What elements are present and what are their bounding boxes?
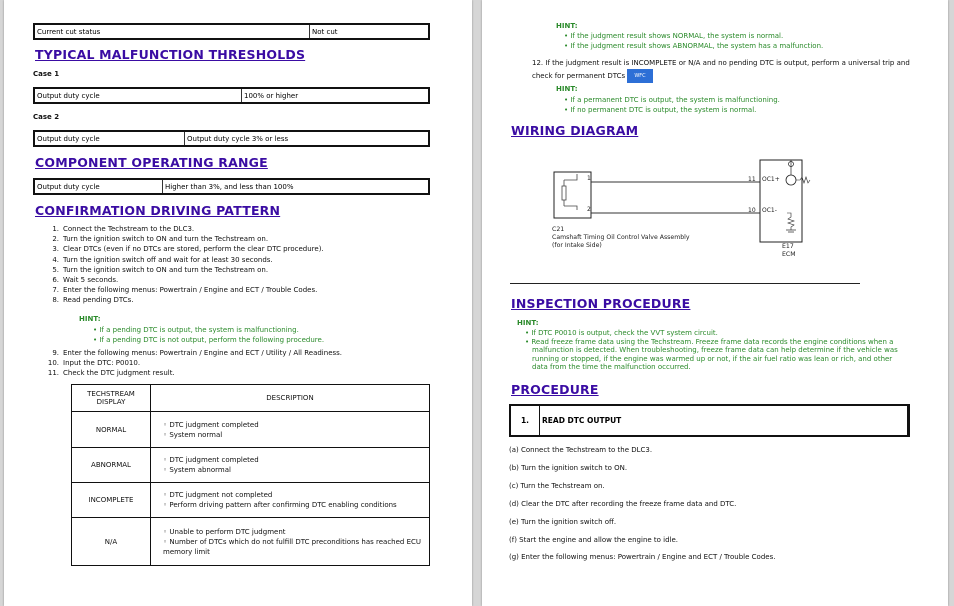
wiring-diagram [542,152,862,264]
wiring-heading: WIRING DIAGRAM [511,123,639,138]
pin1-label: 1 [587,175,591,182]
header-description: DESCRIPTION [151,385,430,412]
case1-title: Case 1 [33,70,60,78]
resistor-icon [796,177,810,183]
hint-item: • If DTC P0010 is output, check the VVT system circuit. [525,329,718,337]
table-row: N/A ◦ Unable to perform DTC judgment ◦ Number of DTCs which do not fulfill DTC preconditions has reached ECU memory limit [72,518,430,566]
inspection-hint [517,319,909,372]
step-item: 3. Clear DTCs (even if no DTCs are stored, perform the clear DTC procedure). [52,245,324,254]
table-row: NORMAL ◦ DTC judgment completed ◦ System normal [72,412,430,448]
step-item: 6. Wait 5 seconds. [52,275,119,284]
component-code: C21 [552,226,565,233]
driving-steps-b [41,348,342,379]
step-item: 11. Check the DTC judgment result. [47,369,175,378]
procedure-step-box [509,404,910,437]
display-cell: NORMAL [72,412,151,448]
inspection-heading: INSPECTION PROCEDURE [511,296,691,311]
hint-title: HINT: [556,22,578,30]
ecm-pin-minus: 10 [748,207,756,214]
hint-title: HINT: [79,315,101,323]
display-cell: ABNORMAL [72,448,151,483]
transistor-icon [786,175,796,185]
step-item: 7. Enter the following menus: Powertrain / Engine and ECT / Trouble Codes. [52,286,318,295]
display-cell: N/A [72,518,151,566]
hint-item: • If the judgment result shows ABNORMAL, the system has a malfunction. [564,41,824,50]
operating-range-heading: COMPONENT OPERATING RANGE [35,155,268,170]
hint-item: • If a pending DTC is output, the system is malfunctioning. [93,326,299,334]
table-row: INCOMPLETE ◦ DTC judgment not completed ◦ Perform driving pattern after confirming DTC enabling conditions [72,483,430,518]
display-cell: INCOMPLETE [72,483,151,518]
component-side: (for Intake Side) [552,242,602,249]
section-divider [510,283,860,284]
list-item: (g) Enter the following menus: Powertrain / Engine and ECT / Trouble Codes. [509,553,776,562]
pin2-label: 2 [587,206,591,213]
step-item: 8. Read pending DTCs. [52,296,134,305]
hint-block-2 [556,22,823,51]
step-item: 1. Connect the Techstream to the DLC3. [52,225,195,233]
list-item: (f) Start the engine and allow the engine to idle. [509,535,679,544]
ecm-code: E17 [782,243,794,250]
list-item: (c) Turn the Techstream on. [509,481,605,490]
procedure-substeps [509,442,775,567]
step-number: 12. [532,59,544,67]
step-item: 9. Enter the following menus: Powertrain / Engine and ECT / Utility / All Readiness. [52,349,343,357]
cut-status-value: Not cut [310,24,430,39]
case1-value: 100% or higher [242,88,430,103]
step-text: If the judgment result is INCOMPLETE or N/A and no pending DTC is output, perform a universal trip and check for permanent DTCs [532,59,910,80]
component-box [554,172,591,218]
case2-title: Case 2 [33,113,60,121]
judgment-table [71,384,430,566]
driving-steps-a [41,224,324,306]
left-page [4,0,472,606]
hint-block-1 [79,315,324,345]
hint-item: • If a permanent DTC is output, the system is malfunctioning. [564,96,780,104]
operating-range-value: Higher than 3%, and less than 100% [163,179,430,194]
ecm-name: ECM [782,251,796,258]
procedure-heading: PROCEDURE [511,382,599,397]
ecm-pin-plus: 11 [748,176,756,183]
step-item: 5. Turn the ignition switch to ON and turn the Techstream on. [52,265,269,274]
hint-block-3 [556,85,780,115]
case1-label: Output duty cycle [34,88,242,103]
procedure-step-title: READ DTC OUTPUT [542,416,622,425]
component-name: Camshaft Timing Oil Control Valve Assembly [552,234,690,241]
ecm-signal-plus: OC1+ [762,176,780,183]
driving-pattern-heading: CONFIRMATION DRIVING PATTERN [35,203,281,218]
procedure-step-number: 1. [511,406,540,435]
step-item: 2. Turn the ignition switch to ON and turn the Techstream on. [52,235,269,244]
header-display: TECHSTREAM DISPLAY [72,385,151,412]
table-row: ABNORMAL ◦ DTC judgment completed ◦ System abnormal [72,448,430,483]
right-page [482,0,948,606]
hint-title: HINT: [556,85,578,93]
hint-item: • If a pending DTC is not output, perform the following procedure. [93,335,325,344]
wfc-button[interactable]: WFC [627,69,652,83]
list-item: (e) Turn the ignition switch off. [509,517,617,526]
step-12 [532,57,912,83]
hint-item: • If the judgment result shows NORMAL, the system is normal. [564,32,784,40]
hint-item: • If no permanent DTC is output, the system is normal. [564,105,757,114]
thresholds-heading: TYPICAL MALFUNCTION THRESHOLDS [35,47,306,62]
operating-range-label: Output duty cycle [34,179,163,194]
list-item: (d) Clear the DTC after recording the freeze frame data and DTC. [509,499,737,508]
list-item: (a) Connect the Techstream to the DLC3. [509,446,653,454]
resistor-icon [787,213,794,230]
list-item: (b) Turn the ignition switch to ON. [509,463,628,472]
cut-status-label: Current cut status [34,24,310,39]
hint-item: • Read freeze frame data using the Techstream. Freeze frame data records the engine conditions when a malfunction is detected. When troubleshooting, freeze frame data can help determine if the vehicle was running or stopped, if the engine was warmed up or not, if the air fuel ratio was lean or rich, and other data from the time the malfunction occurred. [525,337,898,372]
case2-table [33,130,430,147]
case2-label: Output duty cycle [34,131,185,146]
hint-title: HINT: [517,319,539,327]
case2-value: Output duty cycle 3% or less [185,131,430,146]
solenoid-icon [562,186,566,200]
step-item: 4. Turn the ignition switch off and wait for at least 30 seconds. [52,255,273,264]
ecm-signal-minus: OC1- [762,207,777,214]
operating-range-table [33,178,430,195]
cut-status-table [33,23,430,40]
step-item: 10. Input the DTC: P0010. [47,359,141,368]
case1-table [33,87,430,104]
